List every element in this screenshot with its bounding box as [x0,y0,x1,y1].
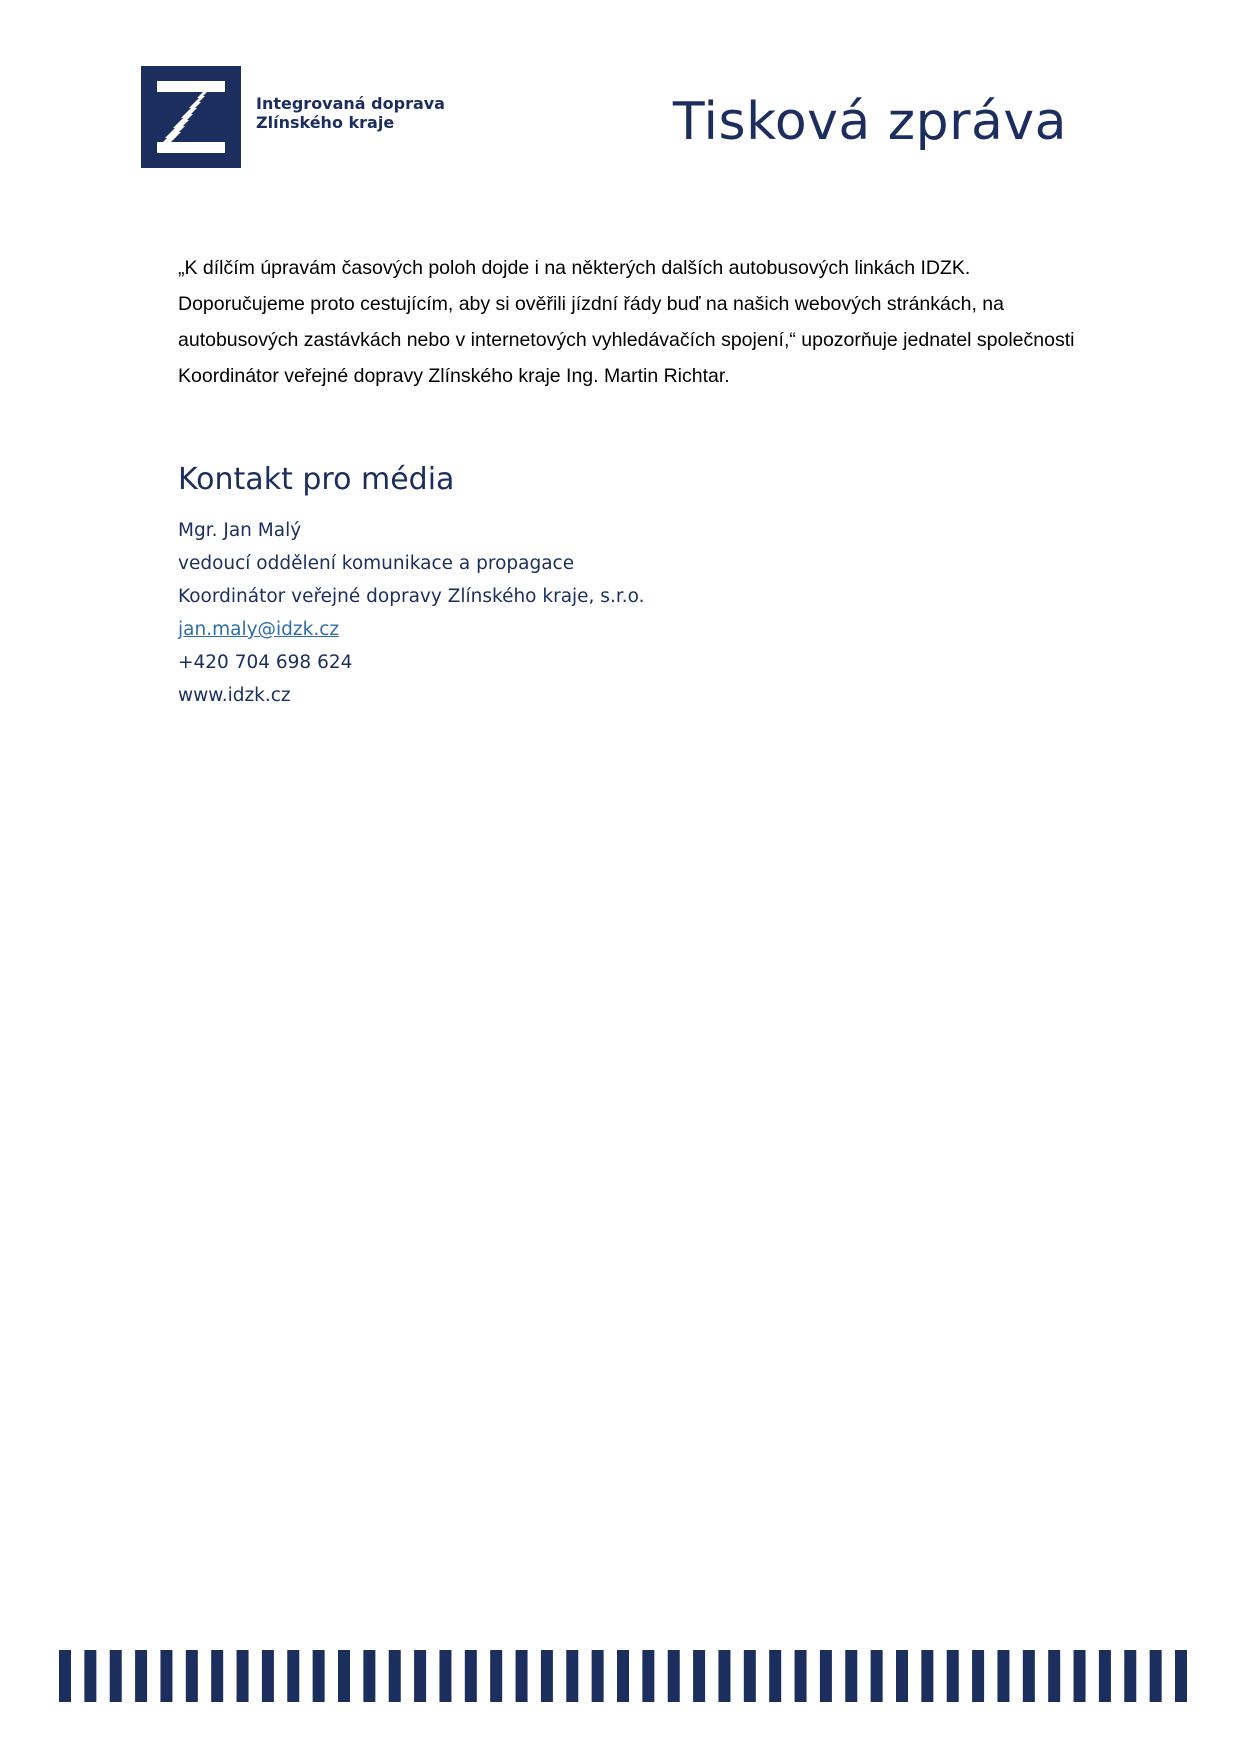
footer-stripe [1048,1650,1060,1702]
footer-stripe [1124,1650,1136,1702]
logo-wordmark [256,94,445,132]
footer-stripe [693,1650,705,1702]
footer-stripe [439,1650,451,1702]
footer-stripe [997,1650,1009,1702]
contact-role: vedoucí oddělení komunikace a propagace [178,553,575,574]
footer-stripe [160,1650,172,1702]
footer-stripe [947,1650,959,1702]
footer-stripe [541,1650,553,1702]
footer-stripe [592,1650,604,1702]
footer-stripe [1023,1650,1035,1702]
footer-stripe [769,1650,781,1702]
footer-stripe [1099,1650,1111,1702]
footer-stripe [414,1650,426,1702]
footer-stripe [186,1650,198,1702]
footer-stripe [896,1650,908,1702]
footer-stripe [59,1650,71,1702]
footer-stripe [237,1650,249,1702]
footer-stripe [845,1650,857,1702]
footer-stripe [262,1650,274,1702]
footer-stripes-decoration [59,1650,1187,1702]
footer-stripe [795,1650,807,1702]
footer-stripe [287,1650,299,1702]
footer-stripe [972,1650,984,1702]
document-title: Tisková zpráva [672,92,1067,152]
footer-stripe [718,1650,730,1702]
footer-stripe [338,1650,350,1702]
footer-stripe [820,1650,832,1702]
footer-stripe [84,1650,96,1702]
footer-stripe [668,1650,680,1702]
footer-stripe [1175,1650,1187,1702]
contact-company: Koordinátor veřejné dopravy Zlínského kraje, s.r.o. [178,586,645,607]
logo-line-2: Zlínského kraje [256,113,395,132]
footer-stripe [490,1650,502,1702]
logo-line-1: Integrovaná doprava [256,94,445,113]
footer-stripe [1150,1650,1162,1702]
quote-paragraph: „K dílčím úpravám časových poloh dojde i na některých dalších autobusových linkách IDZK. Doporučujeme proto cestujícím, aby si ověřili jízdní řády buď na našich webových stránkách, na autobusových zastávkách nebo v internetových vyhledávačích spojení,“ upozorňuje jednatel společnosti Koordinátor veřejné dopravy Zlínského kraje Ing. Martin Richtar. [178,257,1075,387]
footer-stripe [1074,1650,1086,1702]
contact-phone: +420 704 698 624 [178,652,353,673]
contact-name: Mgr. Jan Malý [178,520,302,541]
contact-heading: Kontakt pro média [178,462,455,497]
footer-stripe [110,1650,122,1702]
footer-stripe [871,1650,883,1702]
footer-stripe [566,1650,578,1702]
footer-stripe [617,1650,629,1702]
footer-stripe [744,1650,756,1702]
idzk-logo-icon [141,66,241,168]
footer-stripe [389,1650,401,1702]
footer-stripe [465,1650,477,1702]
footer-stripe [363,1650,375,1702]
footer-stripe [921,1650,933,1702]
contact-website: www.idzk.cz [178,685,291,706]
contact-email-link[interactable]: jan.maly@idzk.cz [178,619,340,640]
footer-stripe [642,1650,654,1702]
contact-block [178,514,645,712]
footer-stripe [135,1650,147,1702]
footer-stripe [211,1650,223,1702]
footer-stripe [516,1650,528,1702]
footer-stripe [313,1650,325,1702]
